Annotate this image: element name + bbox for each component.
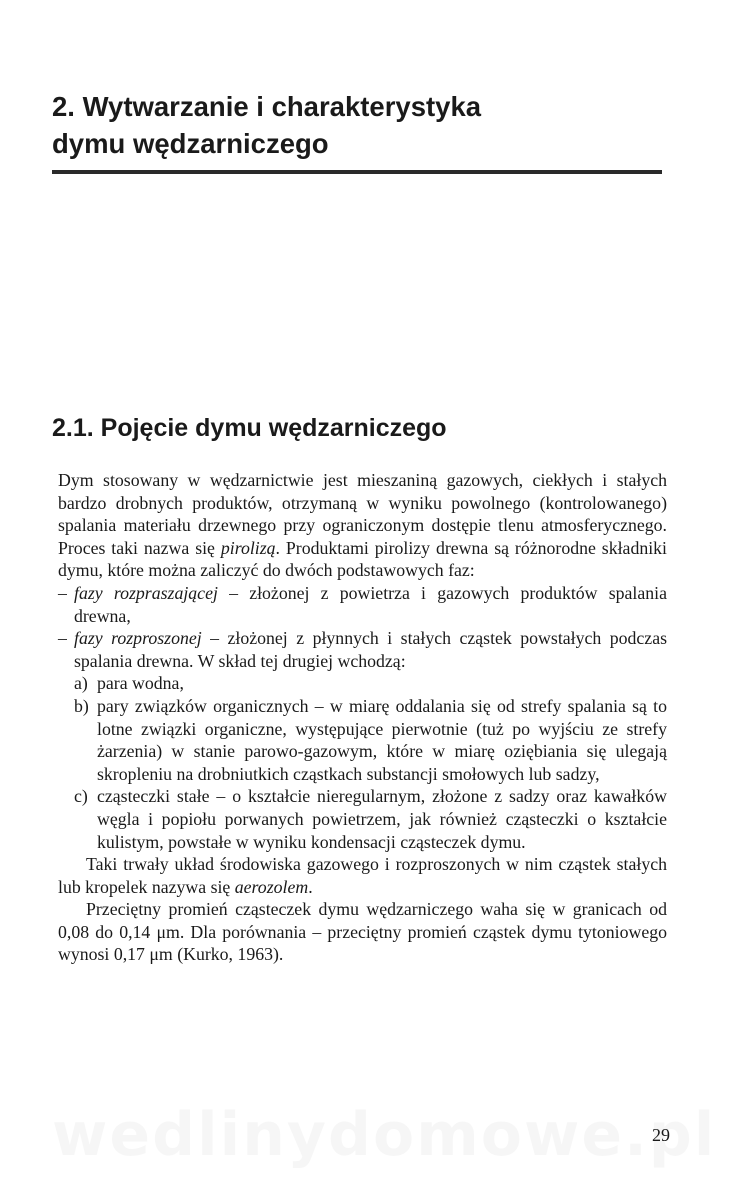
list-marker: a) bbox=[74, 673, 88, 694]
page-number: 29 bbox=[652, 1125, 670, 1145]
component-text: pary związków organicznych – w miarę oddalania się od strefy spalania są to lotne związki organiczne, występujące pierwotnie (tuż po wyjściu ze strefy żarzenia) w stanie parowo-gazowym, które w miarę oziębiania się ulegają skropleniu na drobniutkich cząstkach substancji smołowych lub sadzy, bbox=[97, 695, 667, 784]
watermark bbox=[52, 1100, 716, 1170]
section-title: 2.1. Pojęcie dymu wędzarniczego bbox=[52, 414, 447, 442]
component-item-a bbox=[58, 672, 667, 695]
aerosol-text-2: . bbox=[308, 876, 313, 897]
list-marker: b) bbox=[74, 695, 89, 716]
phase-term: fazy rozproszonej bbox=[74, 628, 202, 649]
chapter-title bbox=[52, 88, 692, 162]
list-marker: c) bbox=[74, 786, 88, 807]
chapter-title-rule bbox=[52, 170, 662, 174]
aerosol-text-1: Taki trwały układ środowiska gazowego i rozproszonych w nim cząstek stałych lub kropelek nazywa się bbox=[58, 854, 667, 897]
component-text: para wodna, bbox=[97, 673, 184, 694]
dash-marker: – bbox=[58, 582, 67, 603]
pyrolysis-term: pirolizą bbox=[220, 537, 276, 558]
chapter-title-line-2: dymu wędzarniczego bbox=[52, 128, 329, 159]
phase-term: fazy rozpraszającej bbox=[74, 582, 218, 603]
intro-text-2: . Produktami pirolizy drewna są różnorodne składniki dymu, które można zaliczyć do dwóch podstawowych faz: bbox=[58, 537, 667, 581]
intro-text-1: Dym stosowany w wędzarnictwie jest mieszaniną gazowych, ciekłych i stałych bardzo drobnych produktów, otrzymaną w wyniku powolnego (kontrolowanego) spalania materiału drzewnego przy ograniczonym dostępie tlenu atmosferycznego. Proces taki nazwa się bbox=[58, 470, 667, 558]
phase-item-dispersed bbox=[58, 627, 667, 672]
phase-text: – złożonej z płynnych i stałych cząstek powstałych podczas spalania drewna. W skład tej drugiej wchodzą: bbox=[74, 628, 668, 671]
aerosol-paragraph bbox=[58, 853, 667, 898]
component-item-b bbox=[58, 695, 667, 785]
component-item-c bbox=[58, 785, 667, 853]
dash-marker: – bbox=[58, 628, 67, 649]
intro-paragraph bbox=[58, 469, 667, 582]
radius-paragraph: Przeciętny promień cząsteczek dymu wędzarniczego waha się w granicach od 0,08 do 0,14 μm. Dla porównania – przeciętny promień cząstek dymu tytoniowego wynosi 0,17 μm (Kurko, 1963). bbox=[58, 899, 667, 965]
aerosol-term: aerozolem bbox=[234, 876, 309, 897]
phase-item-dispersing bbox=[58, 582, 667, 627]
phase-text: – złożonej z powietrza i gazowych produktów spalania drewna, bbox=[74, 582, 667, 626]
section-body bbox=[58, 469, 667, 966]
chapter-title-line-1: 2. Wytwarzanie i charakterystyka bbox=[52, 91, 482, 122]
component-text: cząsteczki stałe – o kształcie nieregularnym, złożone z sadzy oraz kawałków węgla i popiołu porwanych powietrzem, jak również cząsteczki o kształcie kulistym, powstałe w wyniku kondensacji cząsteczek dymu. bbox=[97, 786, 667, 852]
